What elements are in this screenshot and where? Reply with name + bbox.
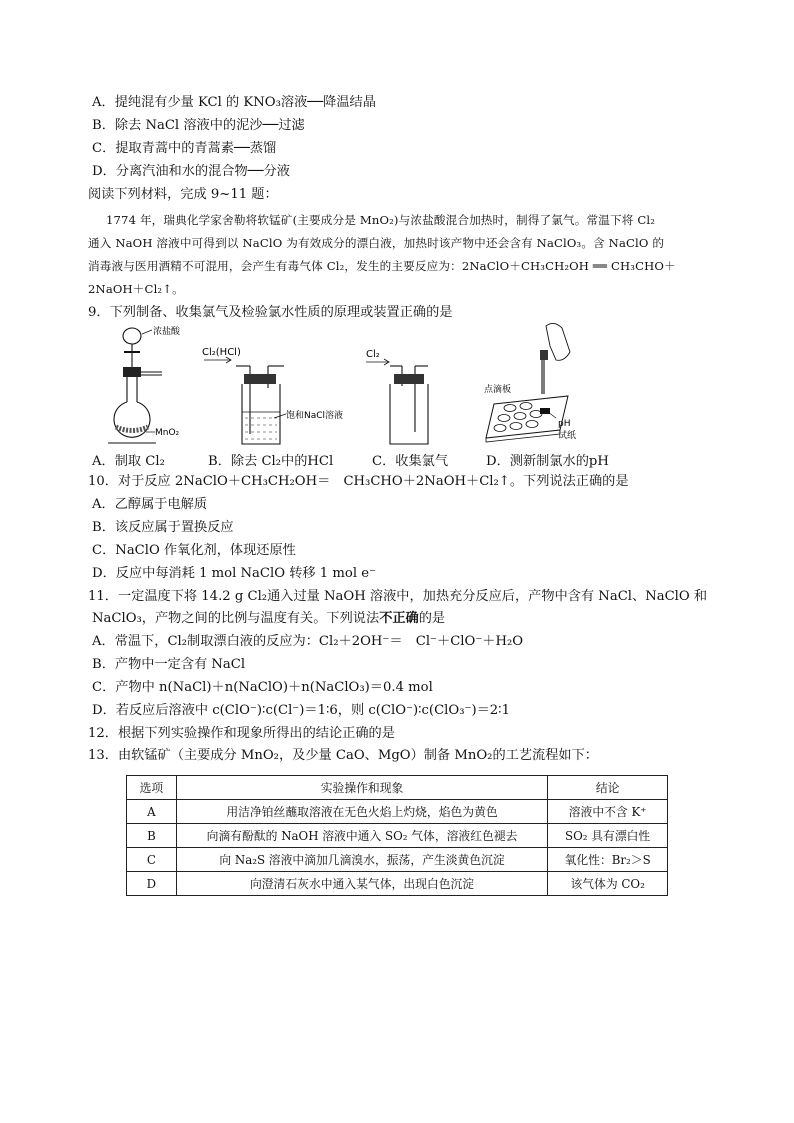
cell-operation: 用洁净铂丝蘸取溶液在无色火焰上灼烧，焰色为黄色 [176,800,547,824]
label-conc-hcl: 浓盐酸 [153,327,181,337]
cell-operation: 向滴有酚酞的 NaOH 溶液中通入 SO₂ 气体，溶液红色褪去 [176,824,547,848]
q11-option-a: A．常温下，Cl₂制取漂白液的反应为：Cl₂＋2OH⁻＝ Cl⁻＋ClO⁻＋H₂O [92,634,524,649]
q11-stem-text-b: 的是 [418,611,446,626]
figure-a-chlorine-generator [100,322,210,450]
q11-option-c: C．产物中 n(NaCl)＋n(NaClO)＋n(NaClO₃)＝0.4 mol [92,680,433,695]
q9-caption-d: D．测新制氯水的pH [486,454,609,469]
q11-stem-line-2 [92,608,445,630]
header-operation: 实验操作和现象 [176,776,547,800]
label-sat-nacl: 饱和NaCl溶液 [286,411,344,421]
q10-option-b: B．该反应属于置换反应 [92,520,234,535]
q10-stem: 10．对于反应 2NaClO＋CH₃CH₂OH＝ CH₃CHO＋2NaOH＋Cl₂↑。下列说法正确的是 [88,474,629,489]
cell-option: B [127,824,177,848]
table-row [127,824,668,848]
q10-option-d: D．反应中每消耗 1 mol NaClO 转移 1 mol e⁻ [92,566,376,581]
cell-option: D [127,872,177,896]
experiment-table [126,775,668,896]
q10-option-a: A．乙醇属于电解质 [92,497,208,512]
cell-operation: 向 Na₂S 溶液中滴加几滴溴水，振荡，产生淡黄色沉淀 [176,848,547,872]
table-row [127,800,668,824]
cell-conclusion: 该气体为 CO₂ [548,872,668,896]
cell-operation: 向澄清石灰水中通入某气体，出现白色沉淀 [176,872,547,896]
cell-conclusion: 溶液中不含 K⁺ [548,800,668,824]
table-header-row [127,776,668,800]
cell-conclusion: SO₂ 具有漂白性 [548,824,668,848]
cell-conclusion: 氧化性：Br₂＞S [548,848,668,872]
q11-stem-line-1: 11．一定温度下将 14.2 g Cl₂通入过量 NaOH 溶液中，加热充分反应后，产物中含有 NaCl、NaClO 和 [88,589,708,604]
label-mno2: MnO₂ [155,428,180,438]
q11-stem-emphasis: 不正确 [379,611,419,626]
q9-caption-a: A．制取 Cl₂ [92,454,165,469]
q8-option-d: D．分离汽油和水的混合物──分液 [92,164,290,179]
q9-caption-b: B．除去 Cl₂中的HCl [208,454,334,469]
reading-intro: 阅读下列材料，完成 9~11 题： [88,187,278,202]
table-row [127,848,668,872]
label-cl2-hcl: Cl₂(HCl) [202,347,241,358]
q10-option-c: C．NaClO 作氧化剂，体现还原性 [92,543,296,558]
q8-option-a: A．提纯混有少量 KCl 的 KNO₃溶液──降温结晶 [92,95,376,110]
table-row [127,872,668,896]
q8-option-c: C．提取青蒿中的青蒿素──蒸馏 [92,141,277,156]
q8-option-b: B．除去 NaCl 溶液中的泥沙──过滤 [92,118,305,133]
figure-b-wash-bottle [200,322,360,450]
material-line-1: 1774 年，瑞典化学家舍勒将软锰矿(主要成分是 MnO₂)与浓盐酸混合加热时，制得了氯气。常温下将 Cl₂ [106,213,655,227]
material-line-4: 2NaOH＋Cl₂↑。 [88,282,184,296]
q13-stem: 13．由软锰矿（主要成分 MnO₂，及少量 CaO、MgO）制备 MnO₂的工艺流程如下： [88,748,598,763]
label-spot-plate: 点滴板 [484,385,512,395]
label-ph-paper-1: pH [558,419,571,429]
q11-option-b: B．产物中一定含有 NaCl [92,657,246,672]
q12-stem: 12．根据下列实验操作和现象所得出的结论正确的是 [88,726,395,741]
q9-stem: 9．下列制备、收集氯气及检验氯水性质的原理或装置正确的是 [88,305,453,320]
q11-option-d: D．若反应后溶液中 c(ClO⁻)∶c(Cl⁻)＝1∶6，则 c(ClO⁻)∶c(ClO₃⁻)＝2∶1 [92,703,510,718]
cell-option: A [127,800,177,824]
material-line-2: 通入 NaOH 溶液中可得到以 NaClO 为有效成分的漂白液，加热时该产物中还会含有 NaClO₃。含 NaClO 的 [88,236,665,250]
label-cl2: Cl₂ [366,349,380,360]
q9-caption-c: C．收集氯气 [372,454,449,469]
header-option: 选项 [127,776,177,800]
label-ph-paper-2: 试纸 [558,431,577,441]
cell-option: C [127,848,177,872]
q11-stem-text-a: NaClO₃，产物之间的比例与温度有关。下列说法 [92,611,380,626]
material-line-3: 消毒液与医用酒精不可混用，会产生有毒气体 Cl₂，发生的主要反应为：2NaClO＋CH₃CH₂OH ══ CH₃CHO＋ [88,259,676,273]
header-conclusion: 结论 [548,776,668,800]
figure-d-spot-plate [484,322,594,450]
figure-c-gas-collection [360,322,440,450]
